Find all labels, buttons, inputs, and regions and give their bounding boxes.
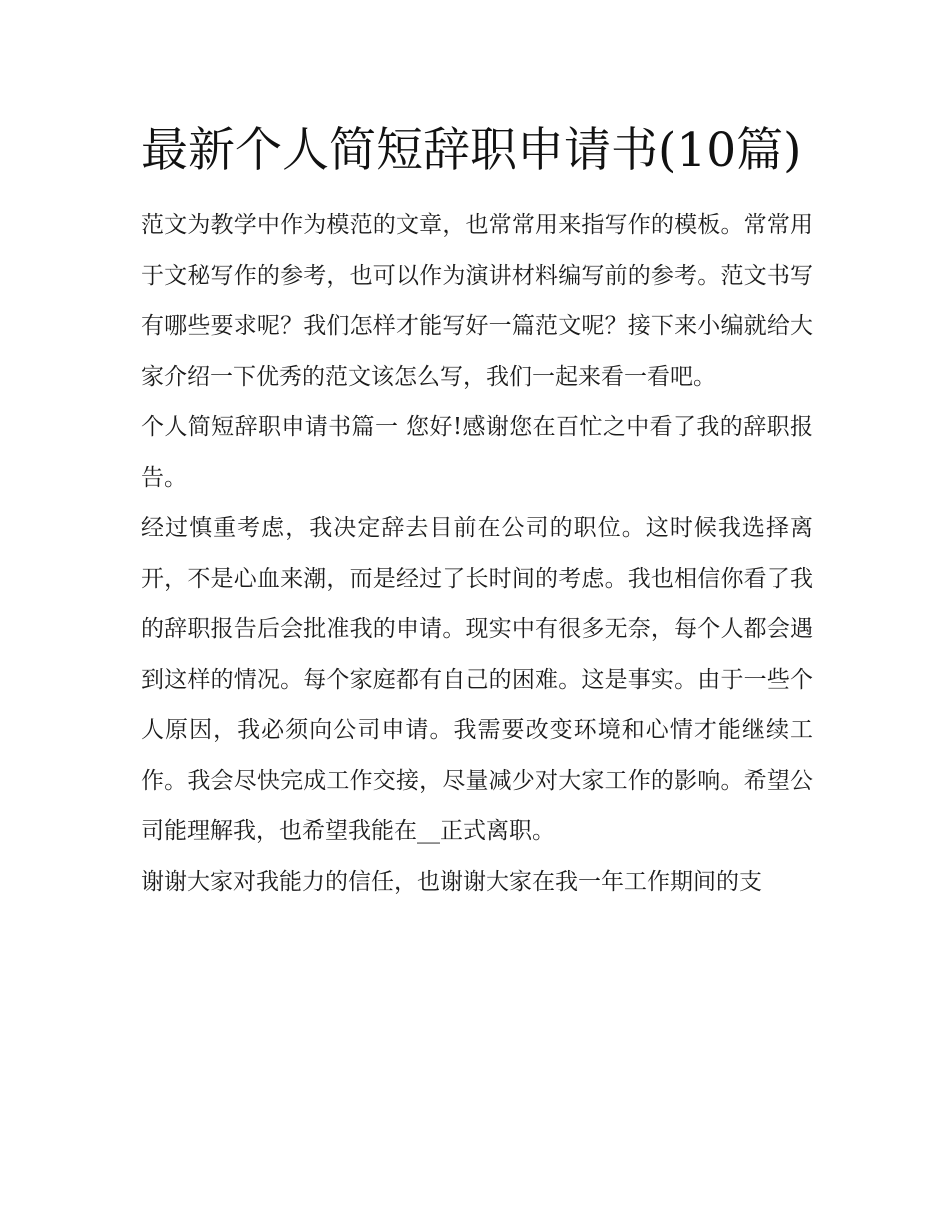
letter-body-paragraph: 经过慎重考虑，我决定辞去目前在公司的职位。这时候我选择离开，不是心血来潮，而是经过了长时间的考虑。我也相信你看了我的辞职报告后会批准我的申请。现实中有很多无奈，每个人都会遇到这样的情况。每个家庭都有自己的困难。这是事实。由于一些个人原因，我必须向公司申请。我需要改变环境和心情才能继续工作。我会尽快完成工作交接，尽量减少对大家工作的影响。希望公司能理解我，也希望我能在__正式离职。 <box>141 515 813 844</box>
intro-paragraph: 范文为教学中作为模范的文章，也常常用来指写作的模板。常常用于文秘写作的参考，也可以作为演讲材料编写前的参考。范文书写有哪些要求呢？我们怎样才能写好一篇范文呢？接下来小编就给大家介绍一下优秀的范文该怎么写，我们一起来看一看吧。 <box>141 212 813 390</box>
document-page <box>141 112 813 907</box>
document-title: 最新个人简短辞职申请书(10篇) <box>141 123 802 178</box>
letter-thanks-paragraph: 谢谢大家对我能力的信任，也谢谢大家在我一年工作期间的支 <box>141 868 762 895</box>
letter-opening-paragraph: 个人简短辞职申请书篇一 您好!感谢您在百忙之中看了我的辞职报告。 <box>141 414 813 491</box>
